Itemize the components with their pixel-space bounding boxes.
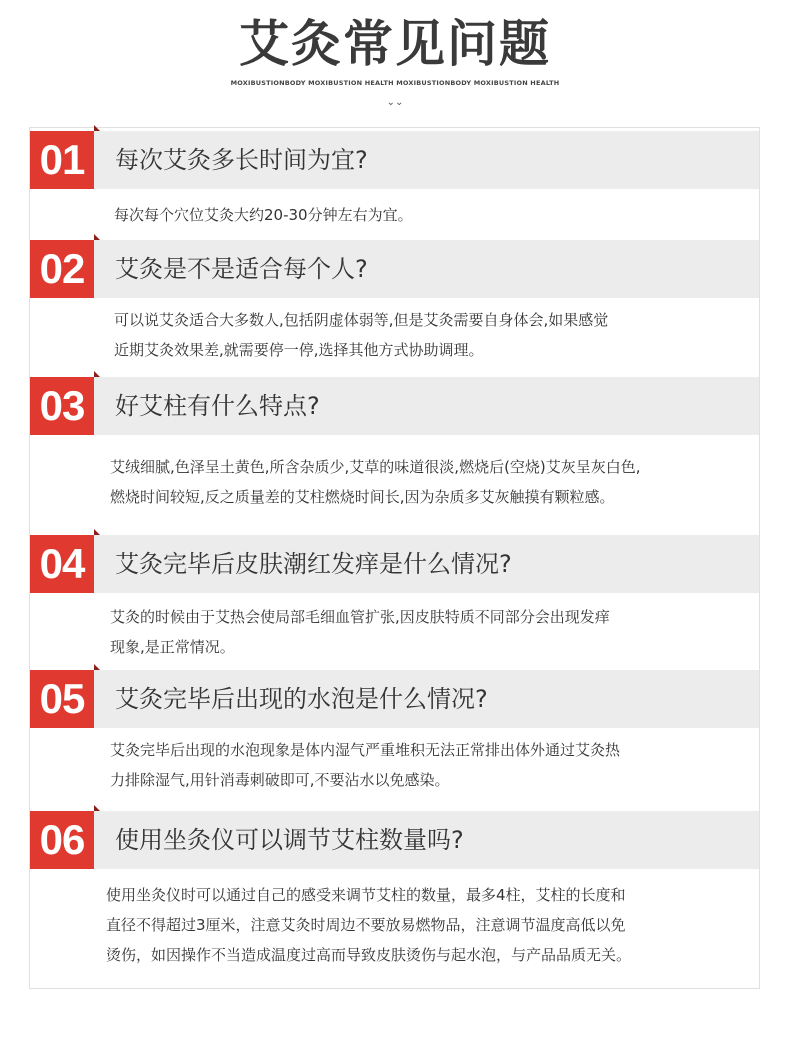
faq-number-badge: 06 bbox=[30, 811, 94, 869]
faq-question: 好艾柱有什么特点? bbox=[115, 392, 320, 420]
faq-answer-line: 直径不得超过3厘米，注意艾灸时周边不要放易燃物品，注意调节温度高低以免 bbox=[106, 916, 626, 934]
faq-number-badge: 01 bbox=[30, 131, 94, 189]
faq-answer bbox=[110, 735, 750, 795]
faq-answer bbox=[106, 880, 756, 970]
faq-answer-line: 艾绒细腻,色泽呈土黄色,所含杂质少,艾草的味道很淡,燃烧后(空烧)艾灰呈灰白色, bbox=[110, 458, 641, 476]
faq-answer-line: 近期艾灸效果差,就需要停一停,选择其他方式协助调理。 bbox=[114, 341, 484, 359]
faq-question: 艾灸是不是适合每个人? bbox=[115, 255, 368, 283]
faq-answer-line: 现象,是正常情况。 bbox=[110, 638, 235, 656]
page-title: 艾灸常见问题 bbox=[239, 15, 551, 73]
faq-answer-line: 烫伤，如因操作不当造成温度过高而导致皮肤烫伤与起水泡，与产品品质无关。 bbox=[106, 946, 632, 964]
faq-number-badge: 03 bbox=[30, 377, 94, 435]
faq-answer-line: 力排除湿气,用针消毒刺破即可,不要沾水以免感染。 bbox=[110, 771, 450, 789]
faq-answer-line: 可以说艾灸适合大多数人,包括阴虚体弱等,但是艾灸需要自身体会,如果感觉 bbox=[114, 311, 609, 329]
faq-number-badge: 02 bbox=[30, 240, 94, 298]
page-subtitle: MOXIBUSTIONBODY MOXIBUSTION HEALTH MOXIBUSTIONBODY MOXIBUSTION HEALTH bbox=[230, 79, 560, 87]
chevron-down-icon: ⌄⌄ bbox=[386, 97, 404, 108]
faq-answer bbox=[110, 452, 750, 512]
faq-number-badge: 05 bbox=[30, 670, 94, 728]
faq-answer-line: 艾灸的时候由于艾热会使局部毛细血管扩张,因皮肤特质不同部分会出现发痒 bbox=[110, 608, 610, 626]
faq-question: 艾灸完毕后皮肤潮红发痒是什么情况? bbox=[115, 550, 512, 578]
faq-answer-line: 每次每个穴位艾灸大约20-30分钟左右为宜。 bbox=[114, 206, 413, 224]
faq-answer-line: 使用坐灸仪时可以通过自己的感受来调节艾柱的数量，最多4柱，艾柱的长度和 bbox=[106, 886, 626, 904]
faq-answer bbox=[110, 602, 750, 662]
faq-answer-line: 燃烧时间较短,反之质量差的艾柱燃烧时间长,因为杂质多艾灰触摸有颗粒感。 bbox=[110, 488, 615, 506]
faq-question: 每次艾灸多长时间为宜? bbox=[115, 146, 368, 174]
faq-answer-line: 艾灸完毕后出现的水泡现象是体内湿气严重堆积无法正常排出体外通过艾灸热 bbox=[110, 741, 621, 759]
faq-number-badge: 04 bbox=[30, 535, 94, 593]
faq-answer bbox=[114, 200, 754, 230]
faq-question: 使用坐灸仪可以调节艾柱数量吗? bbox=[115, 826, 464, 854]
faq-question: 艾灸完毕后出现的水泡是什么情况? bbox=[115, 685, 488, 713]
faq-answer bbox=[114, 305, 754, 365]
